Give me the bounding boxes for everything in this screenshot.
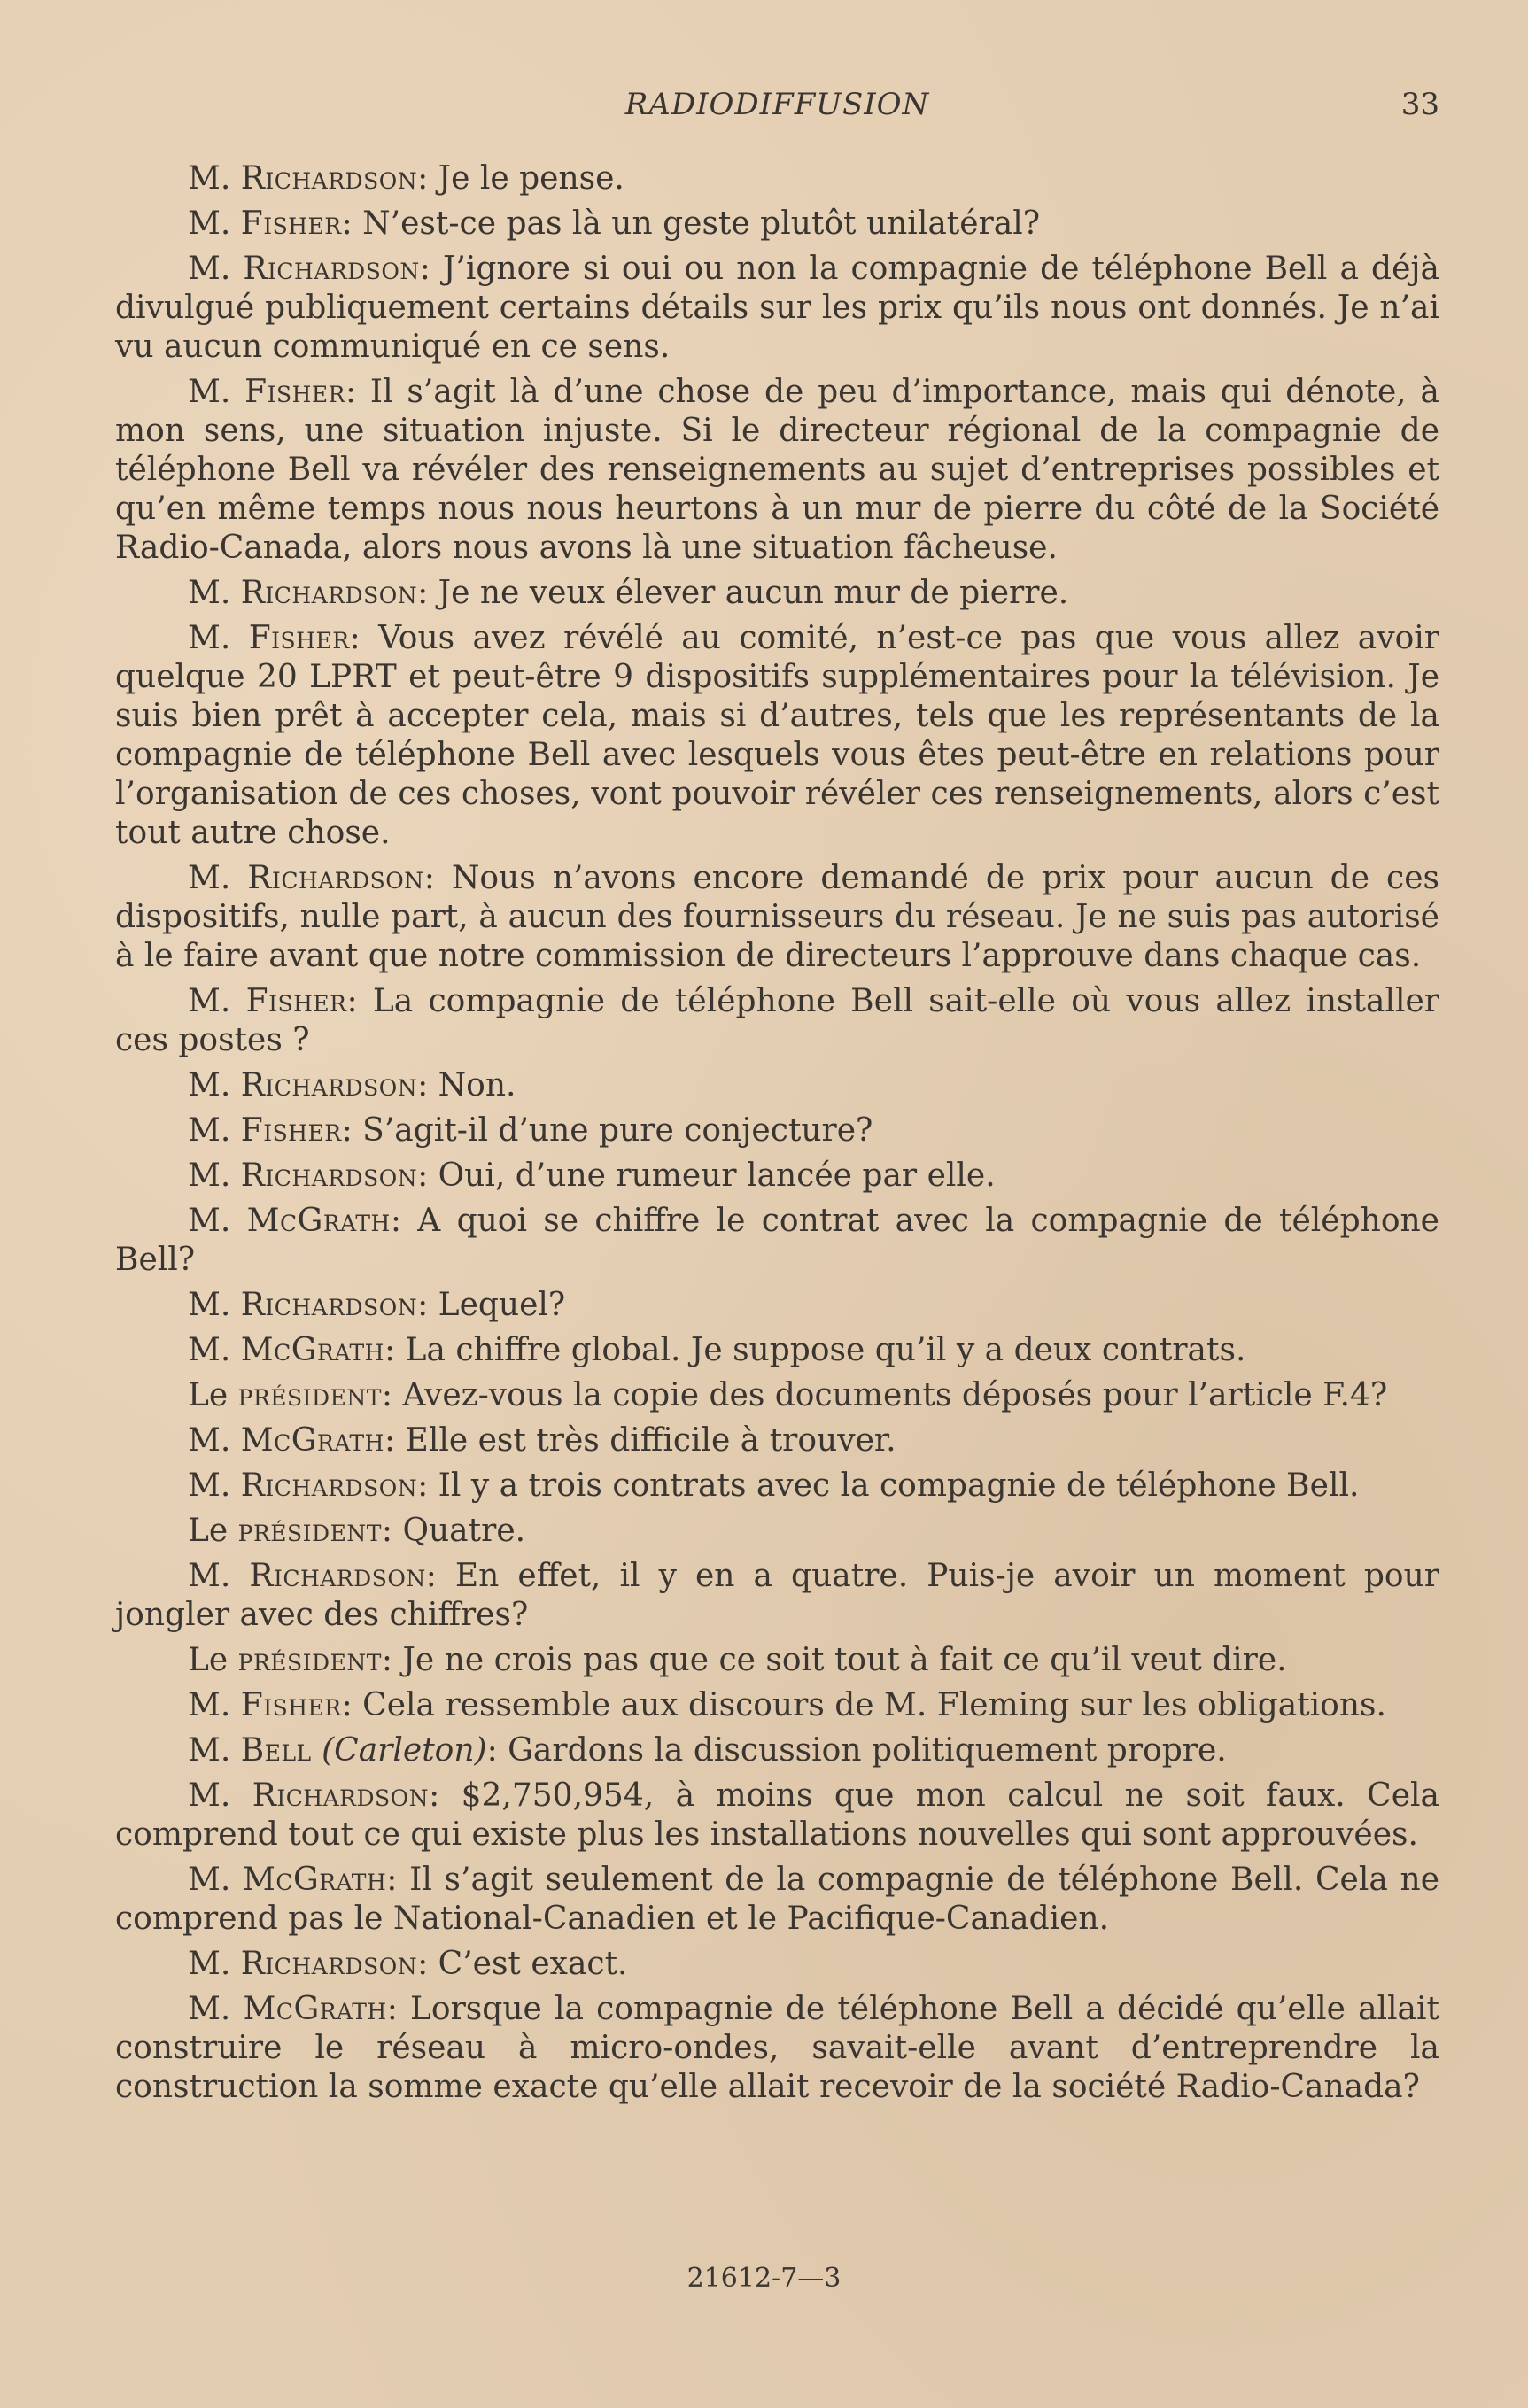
transcript-paragraph [115, 1512, 1439, 1551]
speaker-name: McGrath [240, 1332, 384, 1368]
speaker-name: Fisher [240, 1112, 342, 1149]
transcript-paragraph [115, 1376, 1439, 1415]
speech-text: : Lequel? [417, 1287, 566, 1323]
speaker-name: Bell [240, 1732, 312, 1769]
speech-text: : Avez-vous la copie des documents déposés pour l’article F.4? [381, 1377, 1388, 1413]
speech-text: : Vous avez révélé au comité, n’est-ce pas que vous allez avoir quelque 20 LPRT et peut-être 9 dispositifs supplémentaires pour la télévision. Je suis bien prêt à accepter cela, mais si d’autres, tels que les représentants de la compagnie de téléphone Bell avec lesquels vous êtes peut-être en relations pour l’organisation de ces choses, vont pouvoir révéler ces renseignements, alors c’est tout autre chose. [115, 620, 1440, 851]
speaker-name: président [237, 1377, 382, 1413]
page-number: 33 [1400, 87, 1439, 122]
speech-text: : Cela ressemble aux discours de M. Fleming sur les obligations. [341, 1687, 1386, 1723]
transcript-paragraph [115, 250, 1439, 367]
page-header [115, 87, 1439, 131]
transcript-paragraph [115, 1286, 1439, 1325]
speech-text: : Gardons la discussion politiquement propre. [486, 1732, 1227, 1769]
speaker-title: M. [188, 251, 244, 287]
speech-text: : Nous n’avons encore demandé de prix pour aucun de ces dispositifs, nulle part, à aucun des fournisseurs du réseau. Je ne suis pas autorisé à le faire avant que notre commission de directeurs l’approuve dans chaque cas. [115, 860, 1440, 974]
speech-text: : Je le pense. [417, 160, 624, 197]
speech-text: : A quoi se chiffre le contrat avec la compagnie de téléphone Bell? [115, 1203, 1439, 1278]
speaker-title: M. [188, 1687, 241, 1723]
speech-text: : La compagnie de téléphone Bell sait-elle où vous allez installer ces postes ? [115, 983, 1440, 1058]
transcript-paragraph [115, 1157, 1439, 1196]
speech-text: : Elle est très difficile à trouver. [384, 1422, 896, 1459]
transcript-paragraph [115, 619, 1439, 853]
speaker-title: M. [188, 575, 241, 611]
transcript-paragraph [115, 574, 1439, 613]
transcript-paragraph [115, 1331, 1439, 1370]
speaker-title: M. [188, 1067, 241, 1103]
speaker-title: M. [188, 1467, 241, 1504]
speech-text: : Je ne crois pas que ce soit tout à fait ce qu’il veut dire. [381, 1642, 1287, 1678]
transcript-paragraph [115, 159, 1439, 198]
speech-text: : $2,750,954, à moins que mon calcul ne soit faux. Cela comprend tout ce qui existe plus les installations nouvelles qui sont approuvées. [115, 1777, 1439, 1853]
speaker-name: Fisher [244, 374, 345, 410]
speaker-name: Richardson [240, 1158, 418, 1194]
speaker-name: Richardson [240, 160, 418, 197]
speaker-title: M. [188, 1203, 247, 1239]
speaker-title: M. [188, 1732, 241, 1769]
transcript-paragraph [115, 1202, 1439, 1280]
speech-text: : La chiffre global. Je suppose qu’il y a deux contrats. [384, 1332, 1246, 1368]
speaker-name: Fisher [240, 205, 342, 242]
transcript-paragraph [115, 1467, 1439, 1506]
speaker-title: Le [188, 1642, 238, 1678]
speech-text: : Oui, d’une rumeur lancée par elle. [417, 1158, 996, 1194]
speaker-title: M. [188, 1332, 241, 1368]
speaker-title: M. [188, 1862, 244, 1898]
speaker-title: M. [188, 160, 241, 197]
speech-text: : Il y a trois contrats avec la compagnie de téléphone Bell. [417, 1467, 1360, 1504]
speaker-name: Richardson [240, 1067, 418, 1103]
transcript-paragraph [115, 1111, 1439, 1150]
speaker-title: M. [188, 1158, 241, 1194]
transcript-paragraph [115, 205, 1439, 244]
speaker-title: M. [188, 983, 246, 1019]
speaker-name: Richardson [249, 1558, 426, 1594]
transcript-paragraph [115, 1421, 1439, 1460]
speaker-title: M. [188, 1558, 250, 1594]
running-title: RADIODIFFUSION [624, 87, 930, 122]
transcript-paragraph [115, 1861, 1439, 1939]
speaker-name: président [237, 1513, 382, 1549]
transcript-paragraph [115, 1557, 1439, 1635]
printer-signature: 21612-7—3 [686, 2263, 842, 2294]
speech-text: : Il s’agit seulement de la compagnie de téléphone Bell. Cela ne comprend pas le National-Canadien et le Pacifique-Canadien. [115, 1862, 1440, 1937]
speaker-title: M. [188, 1946, 241, 1982]
speech-text: : Lorsque la compagnie de téléphone Bell a décidé qu’elle allait construire le réseau à micro-ondes, savait-elle avant d’entreprendre la construction la somme exacte qu’elle allait recevoir de la société Radio-Canada? [115, 1991, 1440, 2105]
speaker-title: Le [188, 1377, 238, 1413]
transcript-paragraph [115, 1686, 1439, 1725]
transcript-body [115, 159, 1439, 2113]
speaker-name: Fisher [245, 983, 347, 1019]
speech-text: : Il s’agit là d’une chose de peu d’importance, mais qui dénote, à mon sens, une situation injuste. Si le directeur régional de la compagnie de téléphone Bell va révéler des renseignements au sujet d’entreprises possibles et qu’en même temps nous nous heurtons à un mur de pierre du côté de la Société Radio-Canada, alors nous avons là une situation fâcheuse. [115, 374, 1439, 566]
speech-text: : Non. [417, 1067, 516, 1103]
transcript-paragraph [115, 982, 1439, 1060]
transcript-paragraph [115, 1731, 1439, 1770]
speaker-name: Richardson [243, 251, 420, 287]
speaker-name: président [237, 1642, 382, 1678]
speaker-name: McGrath [240, 1422, 384, 1459]
speaker-name: McGrath [243, 1991, 387, 2027]
speech-text: : Je ne veux élever aucun mur de pierre. [417, 575, 1069, 611]
speaker-title: M. [188, 1287, 241, 1323]
speaker-name: Richardson [247, 860, 424, 896]
speaker-title: M. [188, 1777, 252, 1814]
transcript-paragraph [115, 1990, 1439, 2107]
speaker-name: Richardson [240, 1287, 418, 1323]
speaker-title: M. [188, 620, 249, 656]
speaker-name: Fisher [240, 1687, 342, 1723]
transcript-paragraph [115, 1945, 1439, 1984]
speaker-title: M. [188, 860, 248, 896]
transcript-paragraph [115, 1641, 1439, 1680]
speaker-name: McGrath [246, 1203, 391, 1239]
transcript-paragraph [115, 1777, 1439, 1854]
speaker-name: Richardson [240, 1467, 418, 1504]
speaker-title: M. [188, 1422, 241, 1459]
speaker-name: Richardson [240, 1946, 418, 1982]
speaker-title: M. [188, 205, 241, 242]
speaker-riding: (Carleton) [322, 1732, 487, 1769]
speaker-name: McGrath [243, 1862, 387, 1898]
speaker-name: Fisher [248, 620, 350, 656]
transcript-paragraph [115, 1066, 1439, 1105]
speaker-title: M. [188, 1112, 241, 1149]
speech-text: : J’ignore si oui ou non la compagnie de téléphone Bell a déjà divulgué publiquement certains détails sur les prix qu’ils nous ont donnés. Je n’ai vu aucun communiqué en ce sens. [115, 251, 1439, 365]
speaker-name: Richardson [252, 1777, 430, 1814]
speaker-title: Le [188, 1513, 238, 1549]
speech-text: : N’est-ce pas là un geste plutôt unilatéral? [341, 205, 1041, 242]
speech-text: : S’agit-il d’une pure conjecture? [341, 1112, 873, 1149]
speech-text: : C’est exact. [417, 1946, 628, 1982]
speaker-title: M. [188, 374, 245, 410]
speech-text: : Quatre. [381, 1513, 526, 1549]
speech-text: : En effet, il y en a quatre. Puis-je avoir un moment pour jongler avec des chiffres? [115, 1558, 1440, 1633]
transcript-paragraph [115, 859, 1439, 976]
transcript-paragraph [115, 373, 1439, 568]
speaker-name: Richardson [240, 575, 418, 611]
speaker-title: M. [188, 1991, 244, 2027]
